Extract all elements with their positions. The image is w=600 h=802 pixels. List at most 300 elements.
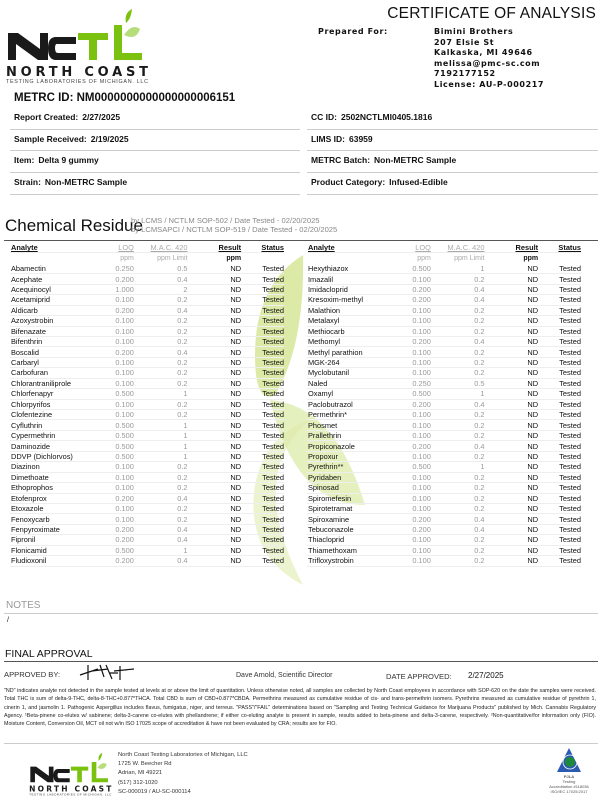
analyte-cell: Etofenprox xyxy=(11,493,47,503)
info-field xyxy=(10,108,300,130)
result-cell: ND xyxy=(527,472,539,482)
status-cell: Tested xyxy=(559,462,582,472)
table-row xyxy=(10,389,284,399)
status-cell: Tested xyxy=(559,410,582,420)
table-row xyxy=(10,494,284,504)
column-header: Status xyxy=(558,243,582,253)
loq-cell: 0.200 xyxy=(115,535,134,545)
limit-cell: 0.2 xyxy=(474,504,485,514)
table-row xyxy=(10,483,284,493)
loq-cell: 0.500 xyxy=(115,451,134,461)
approver-name: Dave Arnold, Scientific Director xyxy=(236,672,333,679)
info-label: Item: xyxy=(14,155,35,166)
analyte-cell: Spiromefesin xyxy=(308,493,352,503)
limit-cell: 0.2 xyxy=(474,305,485,315)
result-cell: ND xyxy=(527,347,539,357)
section-subtitle xyxy=(131,216,337,234)
analyte-cell: Prallethrin xyxy=(308,431,342,441)
limit-cell: 0.4 xyxy=(474,441,485,451)
footer-logo xyxy=(28,750,112,796)
status-cell: Tested xyxy=(262,483,285,493)
result-cell: ND xyxy=(527,389,539,399)
limit-cell: 0.5 xyxy=(177,264,188,274)
svg-text:NORTH COAST: NORTH COAST xyxy=(29,784,112,794)
limit-cell: 1 xyxy=(183,389,188,399)
status-cell: Tested xyxy=(262,535,285,545)
status-cell: Tested xyxy=(559,358,582,368)
info-label: Report Created: xyxy=(14,112,79,122)
status-cell: Tested xyxy=(262,284,285,294)
loq-cell: 0.200 xyxy=(115,305,134,315)
status-cell: Tested xyxy=(559,389,582,399)
loq-cell: 0.200 xyxy=(115,493,134,503)
table-row xyxy=(10,431,284,441)
residue-table-left xyxy=(10,243,284,567)
analyte-cell: Ethoprophos xyxy=(11,483,53,493)
status-cell: Tested xyxy=(262,358,285,368)
analyte-cell: Trifloxystrobin xyxy=(308,556,354,566)
result-cell: ND xyxy=(230,472,242,482)
limit-cell: 1 xyxy=(480,264,485,274)
status-cell: Tested xyxy=(262,347,285,357)
table-row xyxy=(10,274,284,284)
table-row xyxy=(307,316,581,326)
loq-cell: 0.200 xyxy=(412,295,431,305)
result-cell: ND xyxy=(230,451,242,461)
loq-cell: 0.100 xyxy=(412,368,431,378)
table-row xyxy=(10,504,284,514)
result-cell: ND xyxy=(527,525,539,535)
analyte-cell: Paclobutrazol xyxy=(308,399,353,409)
analyte-cell: Hexythiazox xyxy=(308,264,349,274)
analyte-cell: Propiconazole xyxy=(308,441,355,451)
table-row xyxy=(307,441,581,451)
limit-cell: 0.2 xyxy=(177,368,188,378)
units-row xyxy=(10,253,284,263)
result-cell: ND xyxy=(230,545,242,555)
info-value: 2/19/2025 xyxy=(90,133,129,144)
section-title: Chemical Residue xyxy=(5,216,143,235)
limit-cell: 0.2 xyxy=(177,358,188,368)
column-header: Analyte xyxy=(308,243,335,253)
analyte-cell: Aldicarb xyxy=(11,305,38,315)
status-cell: Tested xyxy=(559,441,582,451)
info-value: 63959 xyxy=(349,133,373,144)
unit-label: ppm xyxy=(120,255,134,263)
lab-address xyxy=(118,751,248,797)
prepared-for xyxy=(318,27,544,91)
divider xyxy=(4,661,598,662)
status-cell: Tested xyxy=(262,514,285,524)
status-cell: Tested xyxy=(262,305,285,315)
loq-cell: 0.100 xyxy=(412,305,431,315)
analyte-cell: Chlorfenapyr xyxy=(11,389,54,399)
table-row xyxy=(307,420,581,430)
limit-cell: 1 xyxy=(183,451,188,461)
loq-cell: 0.100 xyxy=(412,472,431,482)
result-cell: ND xyxy=(527,410,539,420)
notes-title: NOTES xyxy=(6,600,41,611)
loq-cell: 0.100 xyxy=(412,504,431,514)
result-cell: ND xyxy=(230,368,242,378)
limit-cell: 0.2 xyxy=(177,410,188,420)
loq-cell: 0.100 xyxy=(412,431,431,441)
status-cell: Tested xyxy=(262,431,285,441)
status-cell: Tested xyxy=(559,493,582,503)
status-cell: Tested xyxy=(559,525,582,535)
limit-cell: 0.2 xyxy=(177,504,188,514)
table-row xyxy=(10,264,284,274)
table-header xyxy=(10,243,284,253)
result-cell: ND xyxy=(527,535,539,545)
analyte-cell: Bifenthrin xyxy=(11,337,43,347)
limit-cell: 0.2 xyxy=(474,358,485,368)
svg-text:TESTING LABORATORIES OF MICHIG: TESTING LABORATORIES OF MICHIGAN, LLC xyxy=(29,792,112,796)
loq-cell: 0.500 xyxy=(412,389,431,399)
pjla-type: Testing xyxy=(562,779,576,784)
info-label: Product Category: xyxy=(311,177,386,188)
table-row xyxy=(307,483,581,493)
status-cell: Tested xyxy=(262,295,285,305)
column-header: Result xyxy=(218,243,242,253)
status-cell: Tested xyxy=(559,305,582,315)
analyte-cell: Dimethoate xyxy=(11,472,49,482)
loq-cell: 0.500 xyxy=(115,431,134,441)
analyte-cell: Pyridaben xyxy=(308,472,342,482)
analyte-cell: Chlorpyrifos xyxy=(11,399,51,409)
status-cell: Tested xyxy=(262,451,285,461)
analyte-cell: Boscalid xyxy=(11,347,39,357)
unit-label: ppm xyxy=(226,255,242,263)
result-cell: ND xyxy=(230,337,242,347)
column-header: Analyte xyxy=(11,243,38,253)
analyte-cell: Kresoxim-methyl xyxy=(308,295,364,305)
approved-by-label: APPROVED BY: xyxy=(4,670,61,679)
result-cell: ND xyxy=(230,378,242,388)
status-cell: Tested xyxy=(559,514,582,524)
loq-cell: 0.500 xyxy=(412,264,431,274)
table-row xyxy=(307,535,581,545)
table-row xyxy=(307,452,581,462)
loq-cell: 0.100 xyxy=(412,410,431,420)
table-row xyxy=(10,525,284,535)
limit-cell: 1 xyxy=(183,431,188,441)
status-cell: Tested xyxy=(559,472,582,482)
loq-cell: 0.100 xyxy=(412,451,431,461)
loq-cell: 0.200 xyxy=(412,441,431,451)
result-cell: ND xyxy=(230,525,242,535)
divider xyxy=(4,240,598,241)
analyte-cell: Methyl parathion xyxy=(308,347,363,357)
loq-cell: 0.100 xyxy=(412,274,431,284)
loq-cell: 0.500 xyxy=(115,545,134,555)
result-cell: ND xyxy=(230,399,242,409)
column-header: Status xyxy=(261,243,285,253)
approval-title: FINAL APPROVAL xyxy=(5,648,93,660)
table-row xyxy=(10,358,284,368)
limit-cell: 0.2 xyxy=(474,326,485,336)
analyte-cell: MGK-264 xyxy=(308,358,340,368)
analyte-cell: Diazinon xyxy=(11,462,40,472)
analyte-cell: Bifenazate xyxy=(11,326,46,336)
result-cell: ND xyxy=(230,514,242,524)
table-row xyxy=(307,546,581,556)
result-cell: ND xyxy=(230,431,242,441)
loq-cell: 0.100 xyxy=(115,358,134,368)
result-cell: ND xyxy=(527,545,539,555)
result-cell: ND xyxy=(230,556,242,566)
status-cell: Tested xyxy=(559,295,582,305)
loq-cell: 0.100 xyxy=(412,316,431,326)
analyte-cell: Spirotetramat xyxy=(308,504,353,514)
loq-cell: 1.000 xyxy=(115,284,134,294)
limit-cell: 0.4 xyxy=(177,525,188,535)
table-row xyxy=(10,327,284,337)
loq-cell: 0.100 xyxy=(115,514,134,524)
limit-cell: 0.2 xyxy=(474,483,485,493)
result-cell: ND xyxy=(230,504,242,514)
status-cell: Tested xyxy=(262,378,285,388)
limit-cell: 0.2 xyxy=(474,451,485,461)
status-cell: Tested xyxy=(559,420,582,430)
info-field xyxy=(307,108,598,130)
analyte-cell: Imazalil xyxy=(308,274,334,284)
loq-cell: 0.100 xyxy=(115,368,134,378)
limit-cell: 0.4 xyxy=(177,347,188,357)
analyte-cell: Oxamyl xyxy=(308,389,334,399)
unit-label: ppm Limit xyxy=(454,255,485,263)
result-cell: ND xyxy=(230,410,242,420)
table-header xyxy=(307,243,581,253)
result-cell: ND xyxy=(230,483,242,493)
info-label: LIMS ID: xyxy=(311,133,345,144)
loq-cell: 0.200 xyxy=(115,525,134,535)
footnote: "ND" indicates analyte not detected in the sample tested at levels at or above the limit of quantitation. Unless otherwise noted, all samples are collected by North Coast employees in accordance with SOP-620 on the date the samples were received. Total THC is sum of delta-9-THC, delta-8-THC+0.877*THCA. Total CBD is sum of CBD+0.877*CBDA. Permethrins measured as cumulative residue of cis- and trans-permethrin isomers. Pyrethrins measured as cumulative residue of pyrethrin 1, cinerin 1, and jasmolin 1. Pathogenic Aspergillus includes flavus, fumigatus, niger, and terreus. "PASS"/"FAIL" determinations based on "Sampling and Testing Technical Guidance for Marijuana Products" published by Mich. Cannabis Regulatory Agency. ¹Beta-pinene co-elutes w/ sabinene; delta-3-carene co-elutes with phellandrene; if either co-eluting analyte is present in sample, results added to beta-pinene and delta-3-carene, respectively. ²Non-quantitative/for information only (FIO). Moisture Content, Conversion Oil, MCT oil not w/in ISO 17025 scope of accreditation & have not been evaluated by CRA; results are for FIO. xyxy=(4,688,596,728)
loq-cell: 0.100 xyxy=(115,326,134,336)
analyte-cell: Clofentezine xyxy=(11,410,53,420)
status-cell: Tested xyxy=(559,274,582,284)
loq-cell: 0.200 xyxy=(115,274,134,284)
client-city: Kalkaska, MI 49646 xyxy=(434,48,533,58)
logo xyxy=(4,5,149,83)
loq-cell: 0.100 xyxy=(115,337,134,347)
units-row xyxy=(307,253,581,263)
result-cell: ND xyxy=(527,420,539,430)
status-cell: Tested xyxy=(262,368,285,378)
limit-cell: 0.2 xyxy=(177,483,188,493)
divider xyxy=(4,613,598,614)
status-cell: Tested xyxy=(559,545,582,555)
info-value: Delta 9 gummy xyxy=(38,155,99,166)
status-cell: Tested xyxy=(262,399,285,409)
method-1: by LCMS / NCTLM SOP-502 / Date Tested - 02/20/2025 xyxy=(131,216,320,225)
result-cell: ND xyxy=(527,284,539,294)
table-row xyxy=(10,285,284,295)
analyte-cell: Fludioxonil xyxy=(11,556,47,566)
status-cell: Tested xyxy=(262,462,285,472)
notes-text: / xyxy=(7,617,9,624)
result-cell: ND xyxy=(527,264,539,274)
analyte-cell: Cyfluthrin xyxy=(11,420,43,430)
status-cell: Tested xyxy=(559,264,582,274)
info-field xyxy=(10,173,300,195)
date-approved: 2/27/2025 xyxy=(468,671,504,680)
analyte-cell: Permethrin* xyxy=(308,410,348,420)
pjla-accreditation xyxy=(540,747,598,794)
analyte-cell: Cypermethrin xyxy=(11,431,56,441)
info-field xyxy=(10,151,300,173)
limit-cell: 0.2 xyxy=(474,545,485,555)
table-row xyxy=(307,264,581,274)
loq-cell: 0.100 xyxy=(412,420,431,430)
svg-text:NORTH COAST: NORTH COAST xyxy=(6,65,148,80)
result-cell: ND xyxy=(527,274,539,284)
status-cell: Tested xyxy=(559,337,582,347)
status-cell: Tested xyxy=(262,420,285,430)
loq-cell: 0.100 xyxy=(115,316,134,326)
limit-cell: 0.2 xyxy=(177,462,188,472)
status-cell: Tested xyxy=(262,556,285,566)
status-cell: Tested xyxy=(559,431,582,441)
table-row xyxy=(307,410,581,420)
table-row xyxy=(307,358,581,368)
result-cell: ND xyxy=(230,316,242,326)
lab-street: 1725 W. Beecher Rd xyxy=(118,761,172,768)
loq-cell: 0.200 xyxy=(412,399,431,409)
analyte-cell: Acetamiprid xyxy=(11,295,51,305)
status-cell: Tested xyxy=(559,284,582,294)
analyte-cell: Malathion xyxy=(308,305,341,315)
result-cell: ND xyxy=(527,326,539,336)
status-cell: Tested xyxy=(262,274,285,284)
status-cell: Tested xyxy=(262,504,285,514)
status-cell: Tested xyxy=(262,410,285,420)
info-label: METRC Batch: xyxy=(311,155,371,166)
status-cell: Tested xyxy=(559,326,582,336)
result-cell: ND xyxy=(230,441,242,451)
table-row xyxy=(10,514,284,524)
status-cell: Tested xyxy=(262,326,285,336)
status-cell: Tested xyxy=(559,504,582,514)
loq-cell: 0.100 xyxy=(412,556,431,566)
prepared-for-label: Prepared For: xyxy=(318,27,388,36)
info-value: Non-METRC Sample xyxy=(374,155,457,166)
analyte-cell: Carbofuran xyxy=(11,368,48,378)
status-cell: Tested xyxy=(559,347,582,357)
loq-cell: 0.200 xyxy=(115,347,134,357)
result-cell: ND xyxy=(230,305,242,315)
table-row xyxy=(307,347,581,357)
limit-cell: 0.2 xyxy=(177,472,188,482)
analyte-cell: Fenpyroximate xyxy=(11,525,60,535)
limit-cell: 0.2 xyxy=(177,399,188,409)
table-row xyxy=(10,473,284,483)
table-row xyxy=(307,389,581,399)
status-cell: Tested xyxy=(559,535,582,545)
table-row xyxy=(307,400,581,410)
limit-cell: 0.2 xyxy=(177,337,188,347)
status-cell: Tested xyxy=(262,472,285,482)
divider xyxy=(4,743,598,744)
analyte-cell: Methiocarb xyxy=(308,326,345,336)
info-value: 2/27/2025 xyxy=(82,112,121,122)
result-cell: ND xyxy=(527,305,539,315)
lab-name: North Coast Testing Laboratories of Michigan, LLC xyxy=(118,752,248,758)
limit-cell: 0.2 xyxy=(474,535,485,545)
table-row xyxy=(10,556,284,566)
result-cell: ND xyxy=(527,451,539,461)
table-row xyxy=(307,306,581,316)
document-title: CERTIFICATE OF ANALYSIS xyxy=(387,5,596,22)
analyte-cell: Azoxystrobin xyxy=(11,316,54,326)
loq-cell: 0.100 xyxy=(412,535,431,545)
limit-cell: 0.4 xyxy=(177,274,188,284)
table-row xyxy=(10,379,284,389)
loq-cell: 0.500 xyxy=(115,441,134,451)
table-row xyxy=(10,295,284,305)
loq-cell: 0.100 xyxy=(412,545,431,555)
info-field xyxy=(10,130,300,152)
result-cell: ND xyxy=(230,420,242,430)
table-row xyxy=(10,535,284,545)
limit-cell: 0.4 xyxy=(474,399,485,409)
table-row xyxy=(307,431,581,441)
status-cell: Tested xyxy=(262,493,285,503)
result-cell: ND xyxy=(230,462,242,472)
limit-cell: 0.4 xyxy=(474,337,485,347)
result-cell: ND xyxy=(230,284,242,294)
table-row xyxy=(10,452,284,462)
result-cell: ND xyxy=(527,514,539,524)
loq-cell: 0.200 xyxy=(115,556,134,566)
info-field xyxy=(307,173,598,195)
client-phone: 7192177152 xyxy=(434,69,496,79)
table-row xyxy=(307,285,581,295)
status-cell: Tested xyxy=(262,264,285,274)
limit-cell: 0.4 xyxy=(474,514,485,524)
limit-cell: 1 xyxy=(183,441,188,451)
limit-cell: 0.2 xyxy=(474,274,485,284)
method-2: by LCMSAPCI / NCTLM SOP-519 / Date Tested - 02/20/2025 xyxy=(131,225,338,234)
loq-cell: 0.100 xyxy=(412,347,431,357)
limit-cell: 0.2 xyxy=(474,347,485,357)
result-cell: ND xyxy=(230,295,242,305)
result-cell: ND xyxy=(527,441,539,451)
result-cell: ND xyxy=(230,535,242,545)
metrc-id: METRC ID: NM0000000000000000006151 xyxy=(14,92,236,104)
table-row xyxy=(10,400,284,410)
loq-cell: 0.250 xyxy=(412,378,431,388)
loq-cell: 0.100 xyxy=(412,493,431,503)
pjla-accreditation-number: Accreditation #118036 xyxy=(549,784,589,789)
limit-cell: 0.4 xyxy=(474,284,485,294)
analyte-cell: Acequinocyl xyxy=(11,284,51,294)
result-cell: ND xyxy=(527,504,539,514)
status-cell: Tested xyxy=(559,483,582,493)
analyte-cell: Thiamethoxam xyxy=(308,545,357,555)
table-row xyxy=(307,462,581,472)
limit-cell: 0.2 xyxy=(474,410,485,420)
table-row xyxy=(10,337,284,347)
loq-cell: 0.200 xyxy=(412,514,431,524)
info-field xyxy=(307,151,598,173)
table-row xyxy=(10,410,284,420)
analyte-cell: Daminozide xyxy=(11,441,51,451)
result-cell: ND xyxy=(230,264,242,274)
limit-cell: 0.4 xyxy=(177,305,188,315)
result-cell: ND xyxy=(527,399,539,409)
status-cell: Tested xyxy=(559,451,582,461)
